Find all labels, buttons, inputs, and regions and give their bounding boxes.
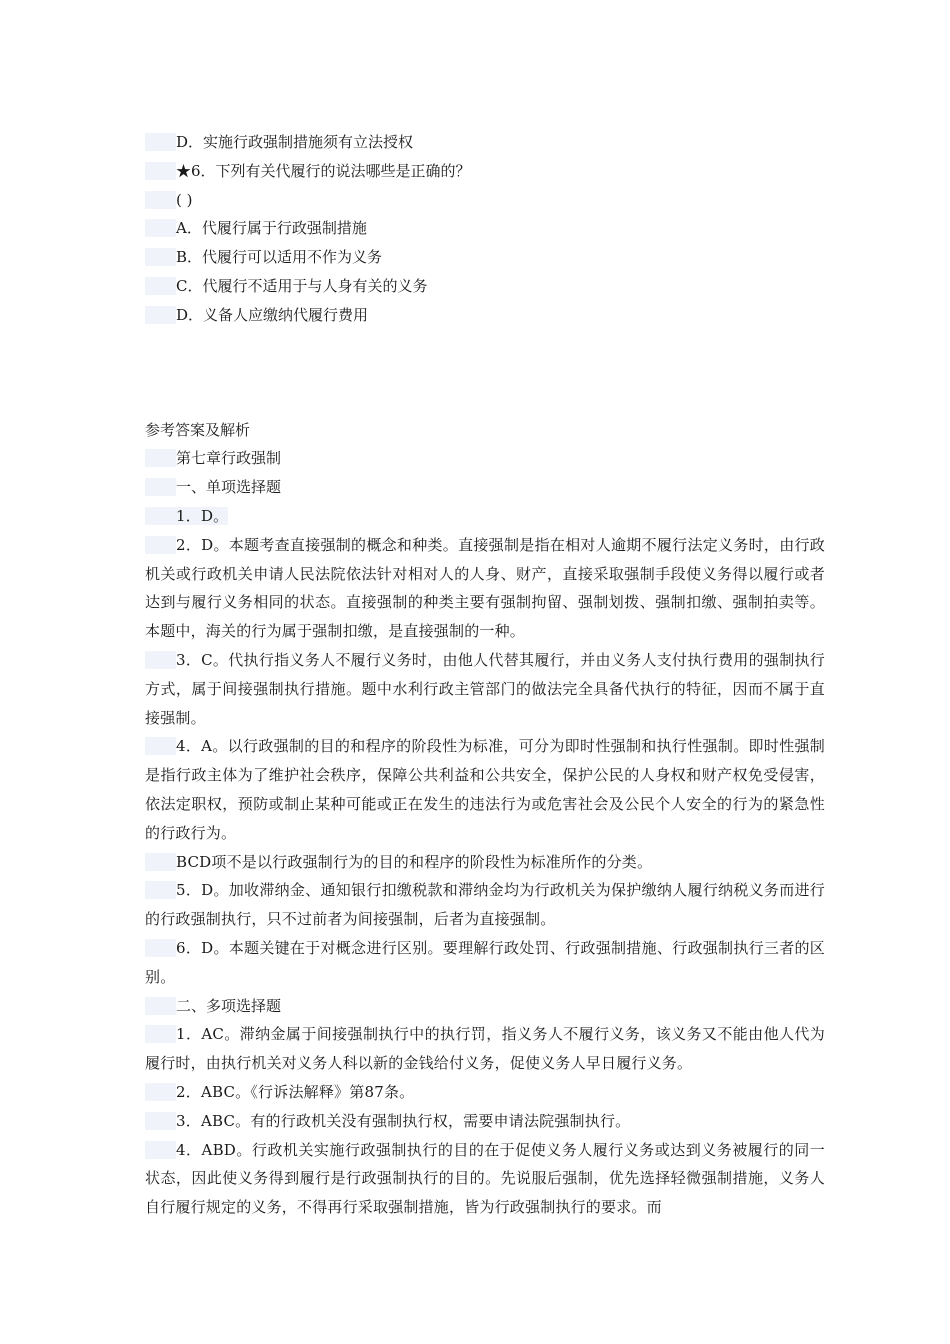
single-answer-1: 1．D。 bbox=[145, 502, 825, 531]
single-answer-3: 3．C。代执行指义务人不履行义务时，由他人代替其履行，并由义务人支付执行费用的强制执行方式，属于间接强制执行措施。题中水利行政主管部门的做法完全具备代执行的特征，因而不属于直接强制。 bbox=[145, 650, 825, 727]
multi-answer-3: 3．ABC。有的行政机关没有强制执行权，需要申请法院强制执行。 bbox=[145, 1107, 825, 1136]
multi-answer-2: 2．ABC。《行诉法解释》第87条。 bbox=[145, 1078, 825, 1107]
answers-heading: 参考答案及解析 bbox=[145, 420, 251, 439]
q6-option-c: C．代履行不适用于与人身有关的义务 bbox=[145, 272, 825, 301]
q5-option-d: D．实施行政强制措施须有立法授权 bbox=[145, 128, 825, 157]
spacer bbox=[145, 330, 825, 416]
single-choice-heading: 一、单项选择题 bbox=[145, 473, 825, 502]
question-block bbox=[145, 128, 825, 157]
single-answer-4-note: BCD项不是以行政强制行为的目的和程序的阶段性为标准所作的分类。 bbox=[145, 848, 825, 877]
q6-title: ★6．下列有关代履行的说法哪些是正确的？ bbox=[145, 157, 825, 186]
q6-option-b: B．代履行可以适用不作为义务 bbox=[145, 243, 825, 272]
chapter-title: 第七章行政强制 bbox=[145, 444, 825, 473]
multi-choice-heading: 二、多项选择题 bbox=[145, 992, 825, 1021]
single-answer-6: 6．D。本题关键在于对概念进行区别。要理解行政处罚、行政强制措施、行政强制执行三者的区别。 bbox=[145, 938, 825, 986]
q6-option-a: A．代履行属于行政强制措施 bbox=[145, 214, 825, 243]
document-content bbox=[145, 128, 825, 1222]
single-answer-2: 2．D。本题考查直接强制的概念和种类。直接强制是指在相对人逾期不履行法定义务时，由行政机关或行政机关申请人民法院依法针对相对人的人身、财产，直接采取强制手段使义务得以履行或者达到与履行义务相同的状态。直接强制的种类主要有强制拘留、强制划拨、强制扣缴、强制拍卖等。本题中，海关的行为属于强制扣缴，是直接强制的一种。 bbox=[145, 535, 825, 641]
q6-blank: ( ) bbox=[145, 186, 825, 215]
single-answer-5: 5．D。加收滞纳金、通知银行扣缴税款和滞纳金均为行政机关为保护缴纳人履行纳税义务而进行的行政强制执行，只不过前者为间接强制，后者为直接强制。 bbox=[145, 881, 825, 929]
single-answer-4: 4．A。以行政强制的目的和程序的阶段性为标准，可分为即时性强制和执行性强制。即时性强制是指行政主体为了维护社会秩序，保障公共利益和公共安全，保护公民的人身权和财产权免受侵害，依法定职权，预防或制止某种可能或正在发生的违法行为或危害社会及公民个人安全的行为的紧急性的行政行为。 bbox=[145, 737, 825, 842]
q6-option-d: D．义备人应缴纳代履行费用 bbox=[145, 301, 825, 330]
multi-answer-1: 1．AC。滞纳金属于间接强制执行中的执行罚，指义务人不履行义务，该义务又不能由他人代为履行时，由执行机关对义务人科以新的金钱给付义务，促使义务人早日履行义务。 bbox=[145, 1025, 825, 1073]
multi-answer-4: 4．ABD。行政机关实施行政强制执行的目的在于促使义务人履行义务或达到义务被履行的同一状态，因此使义务得到履行是行政强制执行的目的。先说服后强制，优先选择轻微强制措施，义务人自行履行规定的义务，不得再行采取强制措施，皆为行政强制执行的要求。而 bbox=[145, 1140, 825, 1217]
